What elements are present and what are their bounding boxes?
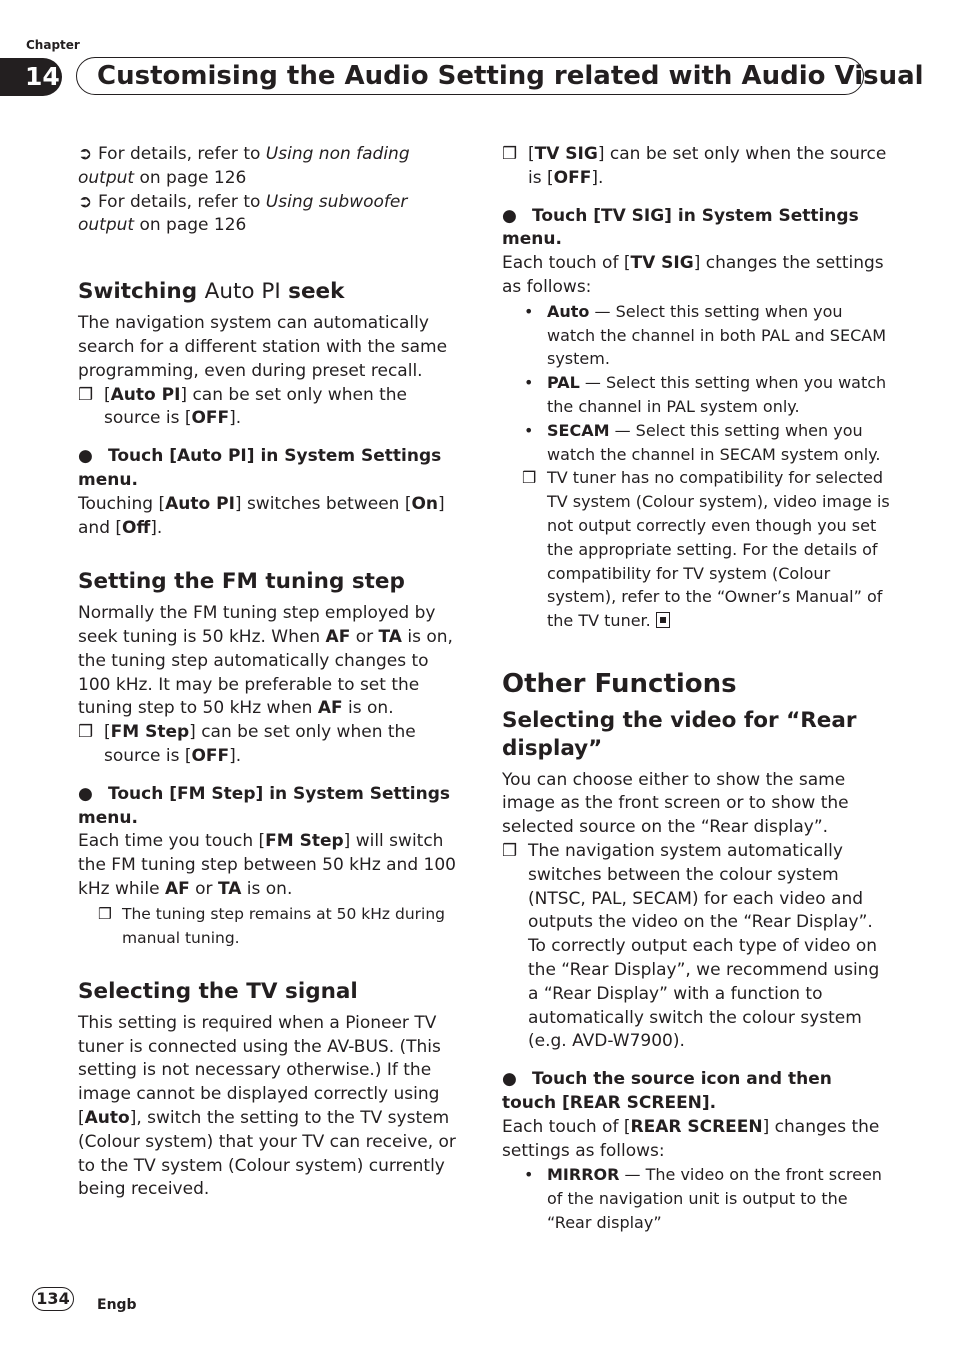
chapter-label: Chapter bbox=[26, 38, 80, 52]
sub-note: ❒ The tuning step remains at 50 kHz during manual tuning. bbox=[78, 902, 466, 950]
bullet-icon: ● bbox=[78, 446, 93, 467]
checkbox-icon: ❒ bbox=[98, 904, 112, 923]
chapter-number: 14 bbox=[0, 58, 62, 96]
list-item: • MIRROR — The video on the front screen of the navigation unit is output to the “Rear display” bbox=[524, 1165, 882, 1232]
bullet-icon: ● bbox=[78, 783, 93, 804]
list-item: • SECAM — Select this setting when you watch the channel in SECAM system only. bbox=[524, 420, 881, 464]
instruction: ● Touch [Auto PI] in System Settings menu. bbox=[78, 446, 442, 490]
page-number: 134 bbox=[32, 1287, 74, 1311]
bullet-icon: ● bbox=[502, 205, 517, 226]
instruction: ● Touch [FM Step] in System Settings menu. bbox=[78, 783, 451, 828]
note: ❒ [FM Step] can be set only when the source is [OFF]. bbox=[78, 722, 416, 767]
end-mark-icon bbox=[656, 612, 670, 628]
reference-note: ➲ For details, refer to Using subwoofer output on page 126 bbox=[78, 191, 408, 236]
section-body: You can choose either to show the same image as the front screen or to show the selected source on the “Rear display”. bbox=[502, 769, 849, 838]
reference-note: ➲ For details, refer to Using non fading output on page 126 bbox=[78, 144, 410, 188]
section-heading-tv-signal: Selecting the TV signal bbox=[78, 978, 358, 1004]
section-body: The navigation system can automatically search for a different station with the same programming, even during preset recall. bbox=[78, 313, 448, 381]
arrow-icon: ➲ bbox=[78, 191, 93, 212]
note: ❒ The navigation system automatically switches between the colour system (NTSC, PAL, SECAM) for each video and outputs the video on the “Rear Display”. To correctly output each type of video on the “Rear Display”, we recommend using a “Rear Display” with a function to automatically switch the colour system (e.g. AVD-W7900). bbox=[502, 841, 880, 1052]
checkbox-icon: ❒ bbox=[502, 841, 518, 861]
result-text: Each touch of [TV SIG] changes the settings as follows: bbox=[502, 253, 884, 297]
checkbox-icon: ❒ bbox=[502, 144, 518, 164]
section-body: This setting is required when a Pioneer TV tuner is connected using the AV-BUS. (This setting is not necessary otherwise.) If the image cannot be displayed correctly using [Auto], switch the setting to the TV system (Colour system) that your TV can receive, or to the TV system (Colour system) currently being received. bbox=[78, 1012, 456, 1200]
sub-note: ❒ TV tuner has no compatibility for selected TV system (Colour system), video image is not output correctly even though you set the appropriate setting. For the details of compatibility for TV system (Colour system), refer to the “Owner’s Manual” of the TV tuner. bbox=[522, 468, 890, 631]
section-body: Normally the FM tuning step employed by seek tuning is 50 kHz. When AF or TA is on, the tuning step automatically changes to 100 kHz. It may be preferable to set the tuning step to 50 kHz when AF is on. bbox=[78, 603, 453, 719]
result-text: Touching [Auto PI] switches between [On] and [Off]. bbox=[78, 493, 445, 538]
instruction: ● Touch the source icon and then touch [REAR SCREEN]. bbox=[502, 1069, 832, 1113]
checkbox-icon: ❒ bbox=[78, 722, 94, 743]
instruction: ● Touch [TV SIG] in System Settings menu. bbox=[502, 205, 859, 250]
bullet-dot-icon: • bbox=[524, 301, 534, 321]
bullet-dot-icon: • bbox=[524, 420, 534, 440]
arrow-icon: ➲ bbox=[78, 144, 93, 164]
checkbox-icon: ❒ bbox=[78, 384, 94, 405]
right-column bbox=[502, 143, 890, 1235]
checkbox-icon: ❒ bbox=[522, 468, 537, 488]
bullet-icon: ● bbox=[502, 1069, 517, 1090]
list-item: • Auto — Select this setting when you watch the channel in both PAL and SECAM system. bbox=[524, 301, 886, 369]
section-heading-auto-pi: Switching Auto PI seek bbox=[78, 279, 345, 305]
language-code: Engb bbox=[97, 1297, 137, 1313]
bullet-dot-icon: • bbox=[524, 373, 534, 393]
chapter-section-title: Other Functions bbox=[502, 668, 737, 699]
left-column bbox=[78, 143, 466, 1202]
note: ❒ [Auto PI] can be set only when the source is [OFF]. bbox=[78, 384, 408, 429]
bullet-dot-icon: • bbox=[524, 1165, 534, 1185]
list-item: • PAL — Select this setting when you watch the channel in PAL system only. bbox=[524, 373, 887, 416]
note: ❒ [TV SIG] can be set only when the source is [OFF]. bbox=[502, 144, 887, 188]
chapter-title: Customising the Audio Setting related with Audio Visual bbox=[76, 57, 864, 95]
section-heading-rear-display: Selecting the video for “Rear display” bbox=[502, 707, 857, 761]
section-heading-fm-step: Setting the FM tuning step bbox=[78, 569, 405, 595]
result-text: Each touch of [REAR SCREEN] changes the settings as follows: bbox=[502, 1116, 880, 1161]
result-text: Each time you touch [FM Step] will switch the FM tuning step between 50 kHz and 100 kHz while AF or TA is on. bbox=[78, 831, 456, 899]
